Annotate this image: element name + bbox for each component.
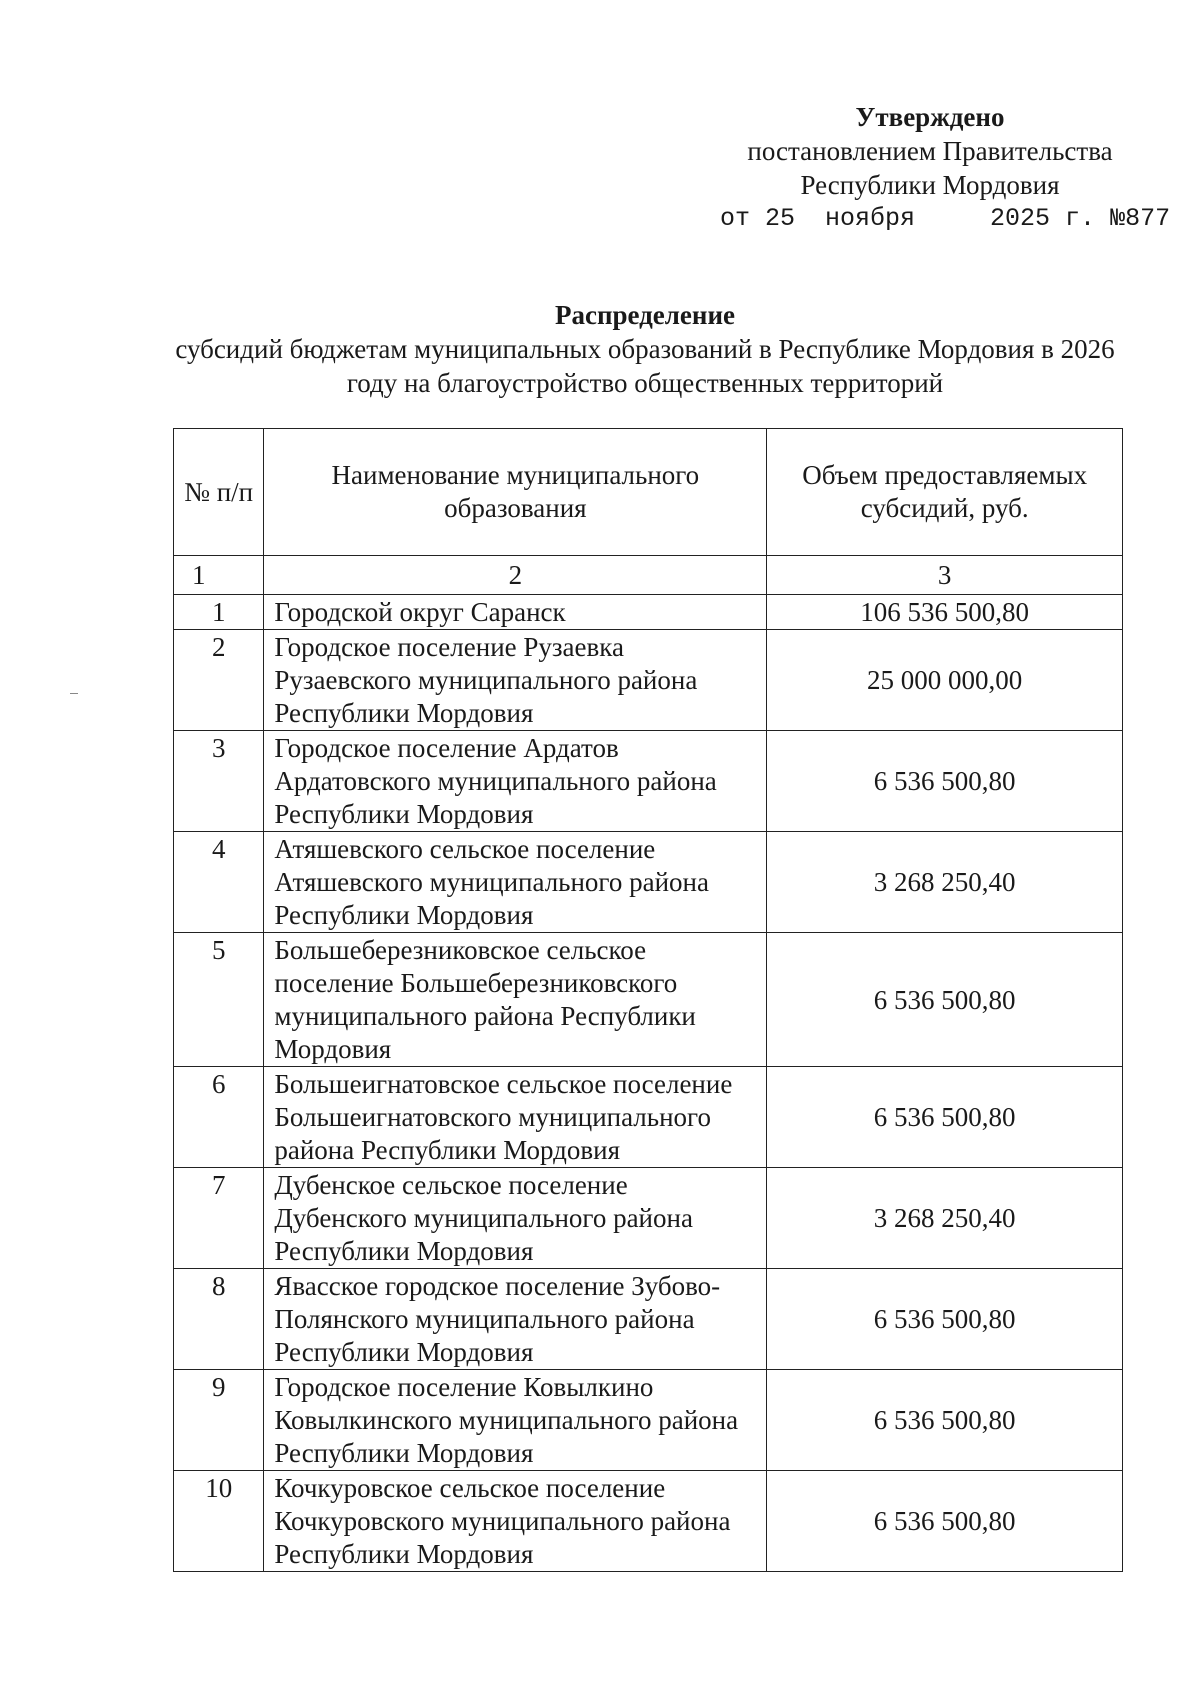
row-num: 10 <box>174 1471 264 1572</box>
column-index-2: 2 <box>264 556 767 595</box>
table-row <box>174 630 1123 731</box>
row-amount: 6 536 500,80 <box>767 1067 1123 1168</box>
row-amount: 25 000 000,00 <box>767 630 1123 731</box>
column-index-3: 3 <box>767 556 1123 595</box>
table-row <box>174 1168 1123 1269</box>
header-name: Наименование муниципального образования <box>264 429 767 556</box>
row-amount: 6 536 500,80 <box>767 1471 1123 1572</box>
document-title-block <box>160 298 1130 400</box>
row-name: Городское поселение Ковылкино Ковылкинского муниципального района Республики Мордовия <box>264 1370 767 1471</box>
table-row <box>174 1471 1123 1572</box>
row-name: Явасское городское поселение Зубово-Полянского муниципального района Республики Мордовия <box>264 1269 767 1370</box>
row-name: Большеигнатовское сельское поселение Большеигнатовского муниципального района Республики Мордовия <box>264 1067 767 1168</box>
approval-block <box>720 100 1171 236</box>
row-name: Большеберезниковское сельское поселение Большеберезниковского муниципального района Республики Мордовия <box>264 933 767 1067</box>
table-row <box>174 1067 1123 1168</box>
scan-mark <box>70 693 78 694</box>
row-name: Городское поселение Рузаевка Рузаевского муниципального района Республики Мордовия <box>264 630 767 731</box>
table-row <box>174 1370 1123 1471</box>
row-num: 7 <box>174 1168 264 1269</box>
document-title: Распределение <box>554 300 736 330</box>
row-amount: 6 536 500,80 <box>767 731 1123 832</box>
header-amount: Объем предоставляемых субсидий, руб. <box>767 429 1123 556</box>
row-amount: 3 268 250,40 <box>767 1168 1123 1269</box>
column-index-row <box>174 556 1123 595</box>
row-num: 4 <box>174 832 264 933</box>
distribution-table <box>173 428 1123 1572</box>
row-num: 9 <box>174 1370 264 1471</box>
table-row <box>174 731 1123 832</box>
row-name: Дубенское сельское поселение Дубенского муниципального района Республики Мордовия <box>264 1168 767 1269</box>
row-num: 6 <box>174 1067 264 1168</box>
row-num: 3 <box>174 731 264 832</box>
table-row <box>174 832 1123 933</box>
header-num: № п/п <box>174 429 264 556</box>
approval-heading: Утверждено <box>855 102 1005 132</box>
column-index-1: 1 <box>174 556 264 595</box>
table-row <box>174 1269 1123 1370</box>
row-num: 2 <box>174 630 264 731</box>
row-num: 5 <box>174 933 264 1067</box>
row-name: Городской округ Саранск <box>264 595 767 630</box>
row-name: Кочкуровское сельское поселение Кочкуровского муниципального района Республики Мордовия <box>264 1471 767 1572</box>
row-amount: 6 536 500,80 <box>767 1370 1123 1471</box>
row-amount: 6 536 500,80 <box>767 933 1123 1067</box>
row-amount: 6 536 500,80 <box>767 1269 1123 1370</box>
row-num: 8 <box>174 1269 264 1370</box>
row-name: Атяшевского сельское поселение Атяшевского муниципального района Республики Мордовия <box>264 832 767 933</box>
row-amount: 3 268 250,40 <box>767 832 1123 933</box>
table-row <box>174 933 1123 1067</box>
row-amount: 106 536 500,80 <box>767 595 1123 630</box>
approval-line-2: Республики Мордовия <box>800 170 1060 200</box>
approval-line-1: постановлением Правительства <box>747 136 1113 166</box>
table-row <box>174 595 1123 630</box>
approval-date-line: от 25 ноября 2025 г. №877 <box>720 204 1171 233</box>
table-header-row <box>174 429 1123 556</box>
row-num: 1 <box>174 595 264 630</box>
document-subtitle: субсидий бюджетам муниципальных образований в Республике Мордовия в 2026 году на благоустройство общественных территорий <box>175 334 1115 398</box>
row-name: Городское поселение Ардатов Ардатовского муниципального района Республики Мордовия <box>264 731 767 832</box>
